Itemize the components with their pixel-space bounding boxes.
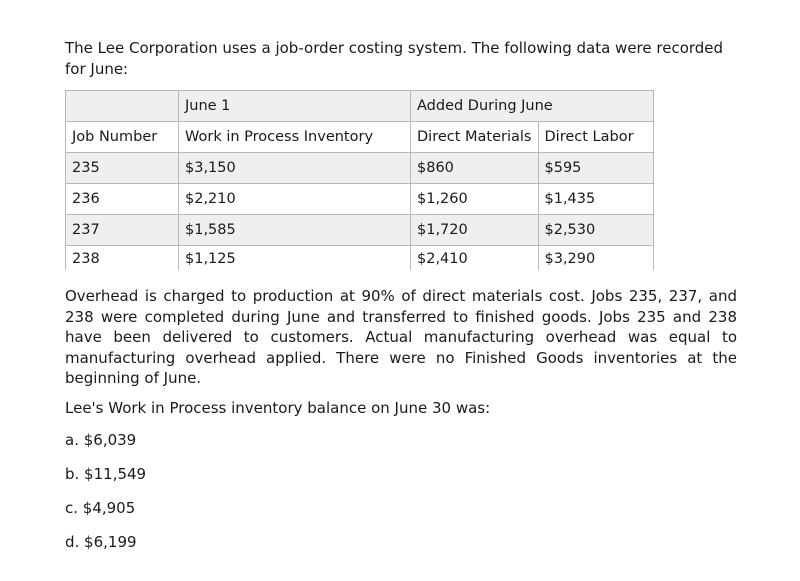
answer-option-b: b. $11,549 xyxy=(65,465,147,483)
table-cell: $2,210 xyxy=(179,184,411,215)
table-row xyxy=(66,153,654,184)
table-cell: 236 xyxy=(66,184,179,215)
table-cell: $2,410 xyxy=(411,246,539,270)
table-cell: 238 xyxy=(66,246,179,270)
answer-options xyxy=(65,430,146,566)
table-cell: 237 xyxy=(66,215,179,246)
table-group-header-row xyxy=(66,91,654,122)
table-cell: $1,720 xyxy=(411,215,539,246)
answer-option-a: a. $6,039 xyxy=(65,431,137,449)
table-group-header-cell: Added During June xyxy=(411,91,654,122)
table-cell: $595 xyxy=(538,153,653,184)
answer-option-c: c. $4,905 xyxy=(65,499,136,517)
question-text: Lee's Work in Process inventory balance on June 30 was: xyxy=(65,399,491,417)
table-group-header-cell xyxy=(66,91,179,122)
table-cell: $1,435 xyxy=(538,184,653,215)
table-header-cell: Direct Labor xyxy=(538,122,653,153)
table-header-row xyxy=(66,122,654,153)
table-cell: $2,530 xyxy=(538,215,653,246)
table-row xyxy=(66,246,654,270)
table-cell: $1,585 xyxy=(179,215,411,246)
table-cell: $1,260 xyxy=(411,184,539,215)
table-row xyxy=(66,215,654,246)
table-group-header-cell: June 1 xyxy=(179,91,411,122)
intro-text: The Lee Corporation uses a job-order costing system. The following data were recorded for June: xyxy=(65,39,724,78)
table-header-cell: Job Number xyxy=(66,122,179,153)
table-cell: 235 xyxy=(66,153,179,184)
table-cell: $860 xyxy=(411,153,539,184)
problem-paragraph: Overhead is charged to production at 90% of direct materials cost. Jobs 235, 237, and 238 were completed during June and transferred to finished goods. Jobs 235 and 238 have been delivered to customers. Actual manufacturing overhead was equal to manufacturing overhead applied. There were no Finished Goods inventories at the beginning of June. xyxy=(65,287,737,387)
answer-option-d: d. $6,199 xyxy=(65,533,137,551)
table-header-cell: Direct Materials xyxy=(411,122,539,153)
table-header-cell: Work in Process Inventory xyxy=(179,122,411,153)
table-cell: $3,150 xyxy=(179,153,411,184)
table-row xyxy=(66,184,654,215)
table-cell: $1,125 xyxy=(179,246,411,270)
table-cell: $3,290 xyxy=(538,246,653,270)
job-cost-table xyxy=(65,90,654,270)
